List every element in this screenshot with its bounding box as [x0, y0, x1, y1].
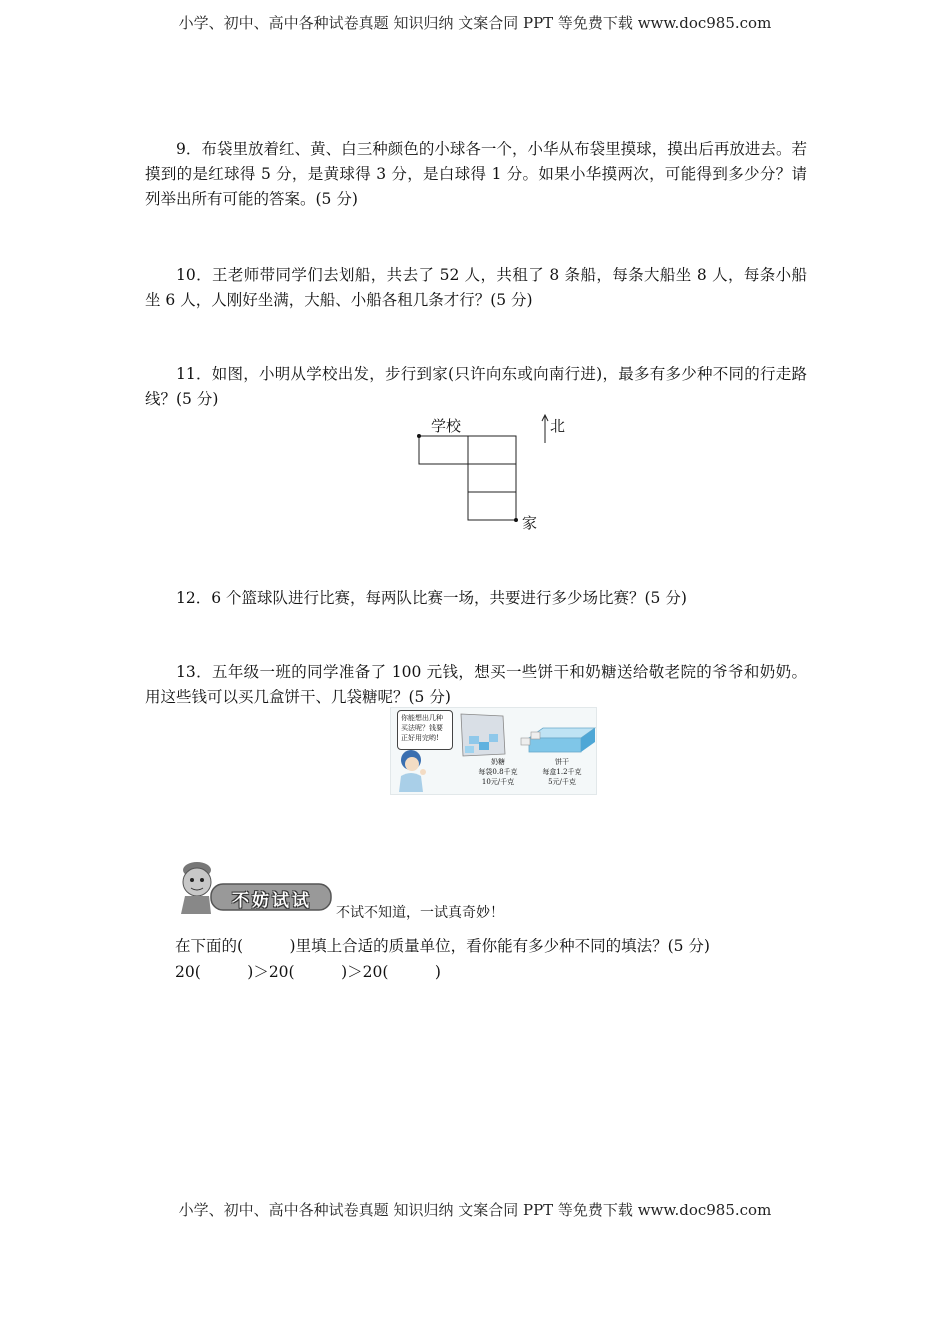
question-10: 10．王老师带同学们去划船，共去了 52 人，共租了 8 条船，每条大船坐 8 人，每条小船坐 6 人，人刚好坐满，大船、小船各租几条才行？(5 分): [145, 266, 807, 309]
candy-info: [469, 757, 527, 787]
candy-bag-icon: [461, 714, 505, 756]
question-11: 11．如图，小明从学校出发，步行到家(只许向东或向南行进)，最多有多少种不同的行走路线？(5 分): [145, 365, 807, 408]
candy-price: 10元/千克: [481, 778, 515, 786]
biscuit-price: 5元/千克: [548, 778, 576, 786]
question-13: 13．五年级一班的同学准备了 100 元钱，想买一些饼干和奶糖送给敬老院的爷爷和奶奶。用这些钱可以买几盒饼干、几袋糖呢？(5 分): [145, 663, 807, 706]
biscuit-name: 饼干: [555, 758, 569, 766]
question-12: 12．6 个篮球队进行比赛，每两队比赛一场，共要进行多少场比赛？(5 分): [176, 589, 687, 607]
bonus-blanks: 20( )＞20( )＞20( ): [175, 963, 441, 981]
biscuit-info: [533, 757, 591, 787]
bonus-badge: [175, 856, 335, 916]
speech-bubble: 你能想出几种买法呢？钱要正好用完哟!: [397, 710, 453, 750]
home-label: 家: [522, 514, 538, 532]
grid-cell: [419, 436, 468, 464]
grid-cell: [468, 464, 516, 492]
grid-cell: [468, 436, 516, 464]
bonus-slogan: 不试不知道，一试真奇妙！: [336, 905, 504, 921]
question-9: 9．布袋里放着红、黄、白三种颜色的小球各一个，小华从布袋里摸球，摸出后再放进去。若摸到的是红球得 5 分，是黄球得 3 分，是白球得 1 分。如果小华摸两次，可能得到多少分？请列举出所有可能的答案。(5 分): [145, 140, 807, 208]
biscuit-box-icon: [521, 728, 595, 752]
biscuit-spec: 每盒1.2千克: [542, 768, 582, 776]
north-label: 北: [550, 417, 566, 435]
page-footer: 小学、初中、高中各种试卷真题 知识归纳 文案合同 PPT 等免费下载 www.doc985.com: [178, 1201, 772, 1219]
grid-cell: [468, 492, 516, 520]
child-figure-icon: [399, 750, 426, 792]
page-header: 小学、初中、高中各种试卷真题 知识归纳 文案合同 PPT 等免费下载 www.doc985.com: [178, 14, 772, 32]
school-label: 学校: [431, 417, 462, 435]
bonus-prompt: 在下面的( )里填上合适的质量单位，看你能有多少种不同的填法？(5 分): [175, 937, 710, 955]
candy-name: 奶糖: [491, 758, 505, 766]
shop-illustration: [390, 707, 597, 795]
candy-spec: 每袋0.8千克: [478, 768, 518, 776]
home-dot: [514, 518, 518, 522]
school-dot: [417, 434, 421, 438]
route-grid-diagram: [400, 410, 580, 535]
cartoon-boy-icon: [181, 862, 211, 914]
badge-text: 不妨试试: [232, 891, 312, 911]
